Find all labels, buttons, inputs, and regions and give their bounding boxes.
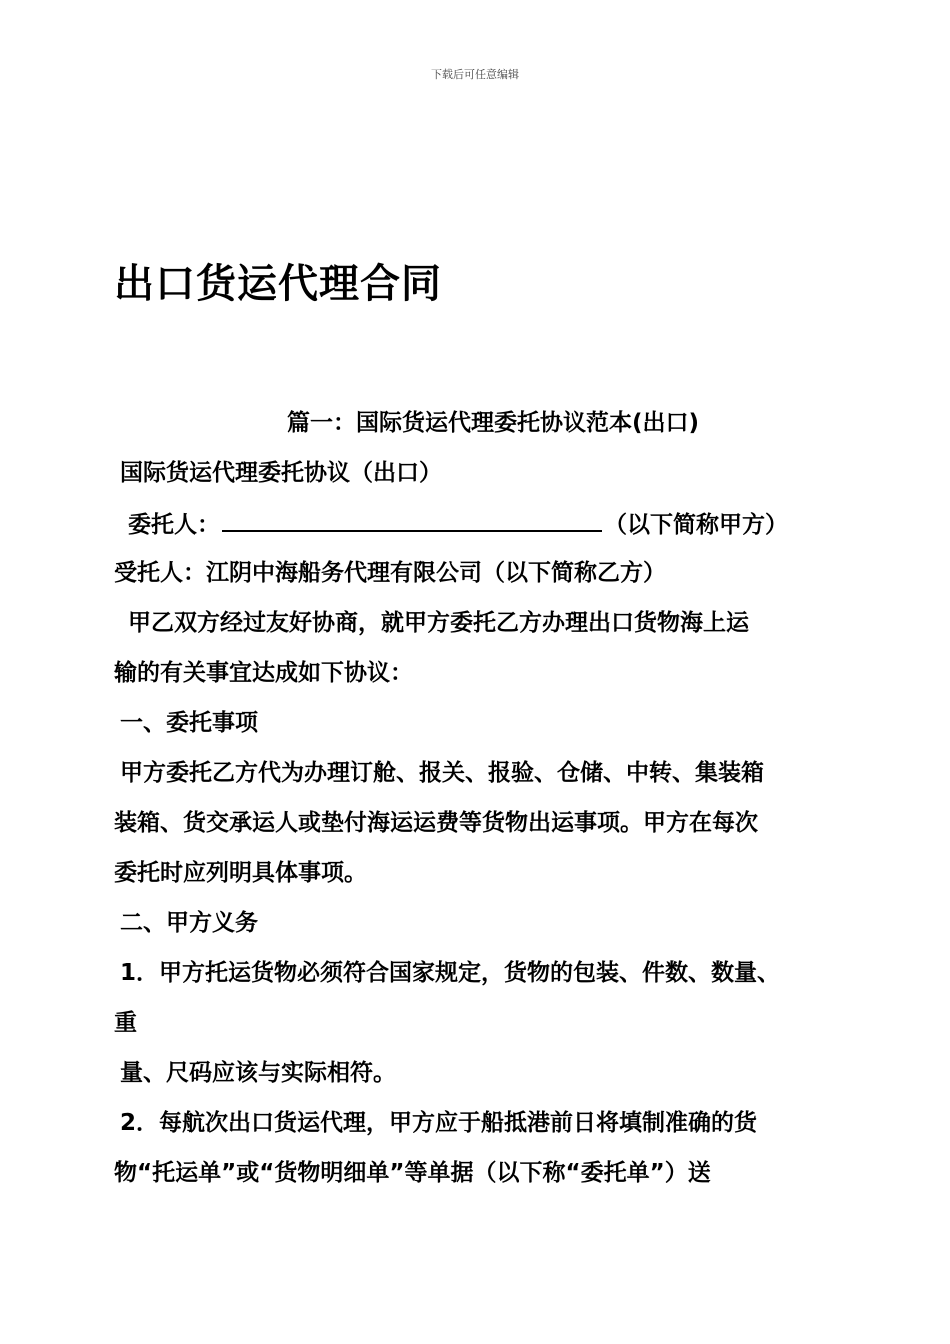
agreement-name: 国际货运代理委托协议（出口） [120,460,442,486]
section-1-paragraph-line-2: 装箱、货交承运人或垫付海运运费等货物出运事项。甲方在每次 [114,810,758,836]
agent-line: 受托人：江阴中海船务代理有限公司（以下简称乙方） [114,560,666,586]
section-heading-2: 二、甲方义务 [120,910,258,936]
principal-label: 委托人： [128,512,220,538]
principal-blank [222,508,602,532]
section-heading-1: 一、委托事项 [120,710,258,736]
document-title: 出口货运代理合同 [114,260,442,307]
intro-line-1: 甲乙双方经过友好协商，就甲方委托乙方办理出口货物海上运 [128,610,749,636]
principal-suffix: （以下简称甲方） [604,512,788,538]
section-1-paragraph-line-1: 甲方委托乙方代为办理订舱、报关、报验、仓储、中转、集装箱 [120,760,764,786]
item-1-line-1: 1．甲方托运货物必须符合国家规定，货物的包装、件数、数量、 [120,960,781,986]
section-subtitle: 篇一：国际货运代理委托协议范本(出口) [287,410,700,436]
item-1-line-2: 重 [114,1010,137,1036]
item-2-line-1: 2．每航次出口货运代理，甲方应于船抵港前日将填制准确的货 [120,1110,758,1136]
header-note: 下载后可任意编辑 [431,68,519,81]
item-1-line-3: 量、尺码应该与实际相符。 [120,1060,396,1086]
item-2-line-2: 物“托运单”或“货物明细单”等单据（以下称“委托单”）送 [114,1160,711,1186]
principal-line [128,508,788,540]
intro-line-2: 输的有关事宜达成如下协议： [114,660,413,686]
section-1-paragraph-line-3: 委托时应列明具体事项。 [114,860,367,886]
